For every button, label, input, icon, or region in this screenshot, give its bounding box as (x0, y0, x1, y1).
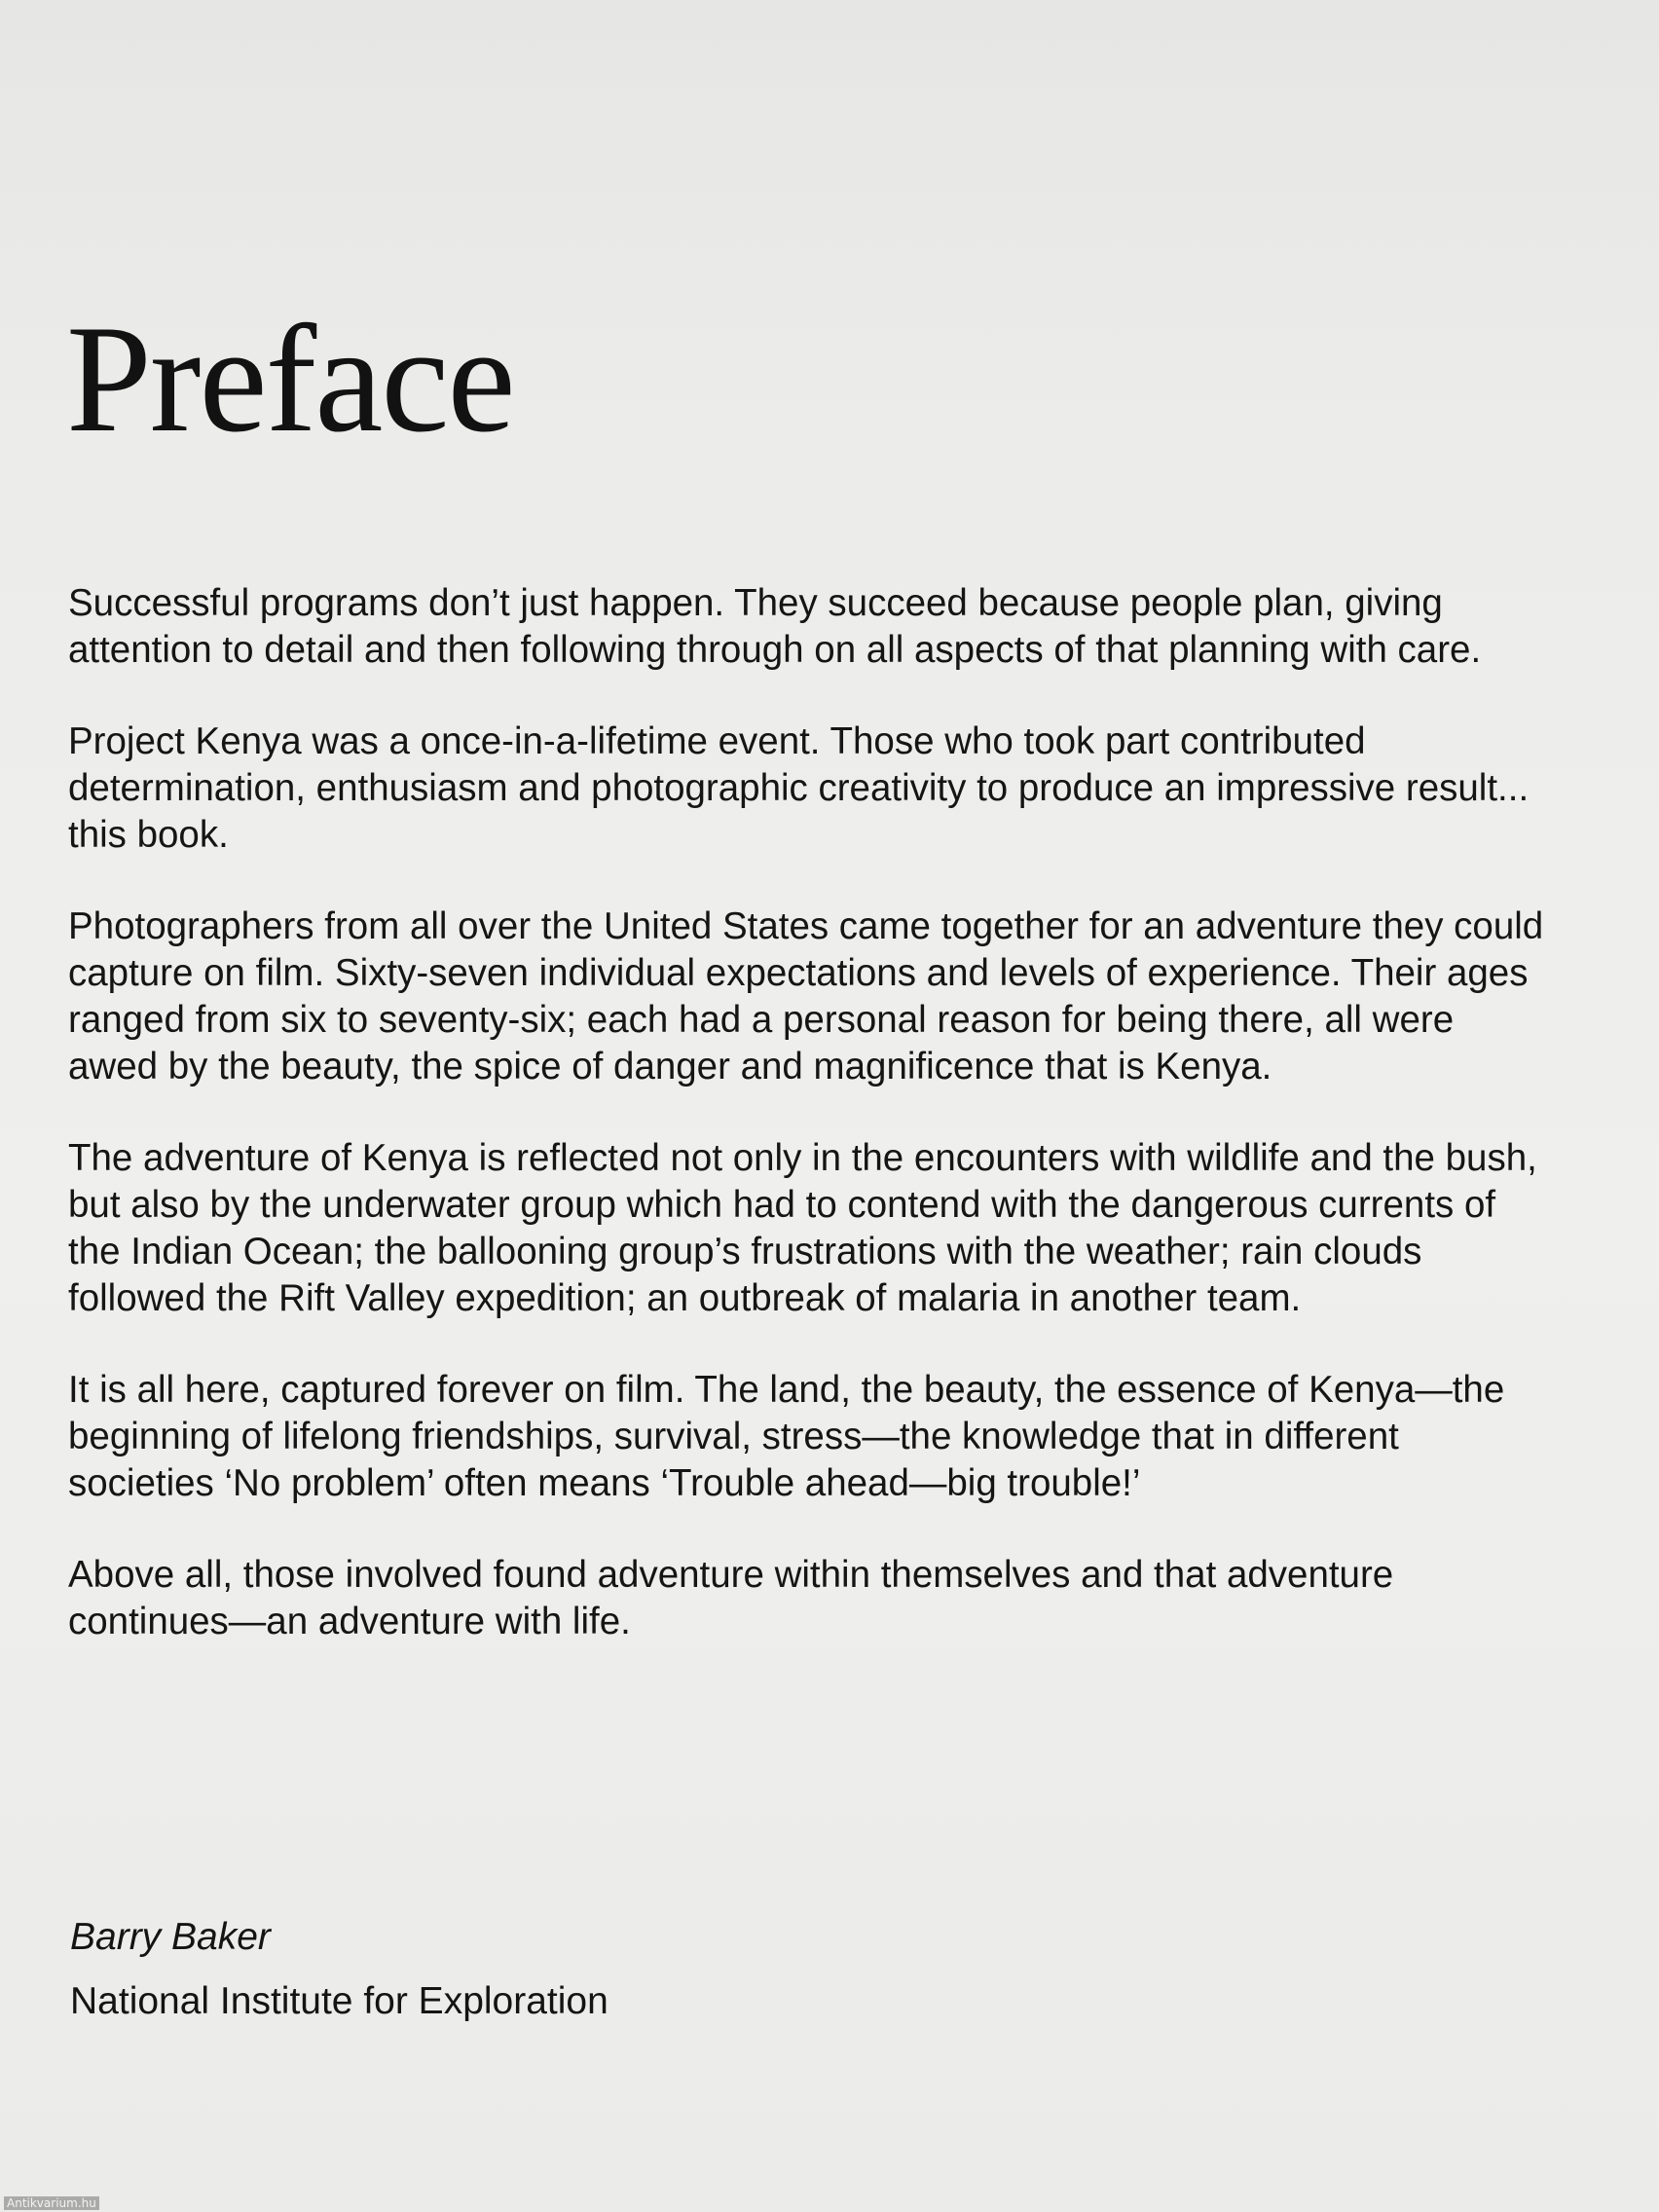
watermark: Antikvarium.hu (4, 2196, 99, 2210)
page-title: Preface (66, 294, 514, 464)
author-name: Barry Baker (70, 1916, 271, 1958)
preface-body (68, 580, 1548, 1690)
paragraph-5: It is all here, captured forever on film. The land, the beauty, the essence of Kenya—the beginning of lifelong friendships, survival, stress—the knowledge that in different societies ‘No problem’ often means ‘Trouble ahead—big trouble!’ (68, 1369, 1505, 1504)
paragraph-1: Successful programs don’t just happen. They succeed because people plan, giving attention to detail and then following through on all aspects of that planning with care. (68, 582, 1482, 671)
author-organization: National Institute for Exploration (70, 1980, 608, 2022)
paragraph-3: Photographers from all over the United States came together for an adventure they could capture on film. Sixty-seven individual expectations and levels of experience. Their ages ranged from six to seventy-six; each had a personal reason for being there, all were awed by the beauty, the spice of danger and magnificence that is Kenya. (68, 905, 1544, 1088)
paragraph-6: Above all, those involved found adventure within themselves and that adventure continues—an adventure with life. (68, 1554, 1394, 1642)
paragraph-4: The adventure of Kenya is reflected not only in the encounters with wildlife and the bush, but also by the underwater group which had to contend with the dangerous currents of the Indian Ocean; the ballooning group’s frustrations with the weather; rain clouds followed the Rift Valley expedition; an outbreak of malaria in another team. (68, 1137, 1537, 1319)
signature-block (70, 1914, 946, 2025)
paragraph-2: Project Kenya was a once-in-a-lifetime event. Those who took part contributed determination, enthusiasm and photographic creativity to produce an impressive result... this book. (68, 720, 1530, 856)
